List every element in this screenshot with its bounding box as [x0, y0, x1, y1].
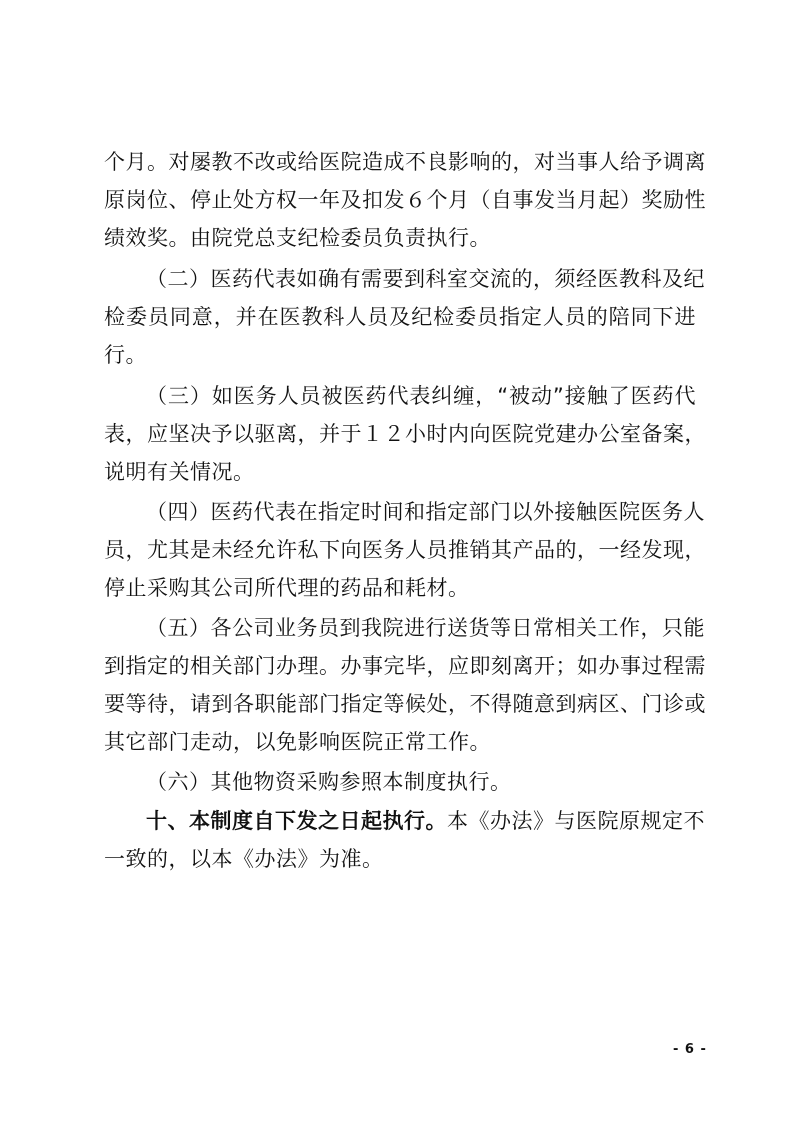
paragraph-line: （四）医药代表在指定时间和指定部门以外接触医院医务人	[146, 500, 705, 524]
paragraph-line: 检委员同意，并在医教科人员及纪检委员指定人员的陪同下进	[104, 305, 696, 329]
paragraph-line: （六）其他物资采购参照本制度执行。	[146, 770, 512, 794]
paragraph-line: 个月。对屡教不改或给医院造成不良影响的，对当事人给予调离	[104, 150, 706, 174]
clause-ten-heading: 十、本制度自下发之日起执行。	[146, 809, 447, 833]
paragraph-line: 表，应坚决予以驱离，并于１２小时内向医院党建办公室备案，	[104, 422, 706, 446]
paragraph-line: 一致的，以本《办法》为准。	[104, 847, 384, 871]
paragraph-line: 到指定的相关部门办理。办事完毕，应即刻离开；如办事过程需	[104, 654, 706, 678]
clause-ten-line	[146, 807, 705, 835]
paragraph-line: （三）如医务人员被医药代表纠缠，“被动”接触了医药代	[146, 384, 696, 408]
paragraph-line: 要等待，请到各职能部门指定等候处，不得随意到病区、门诊或	[104, 692, 706, 716]
paragraph-line: （二）医药代表如确有需要到科室交流的，须经医教科及纪	[146, 267, 705, 291]
paragraph-line: 员，尤其是未经允许私下向医务人员推销其产品的，一经发现，	[104, 538, 706, 562]
paragraph-line: 其它部门走动，以免影响医院正常工作。	[104, 730, 491, 754]
paragraph-line: 停止采购其公司所代理的药品和耗材。	[104, 576, 470, 600]
paragraph-line: （五）各公司业务员到我院进行送货等日常相关工作，只能	[146, 616, 705, 640]
paragraph-line: 原岗位、停止处方权一年及扣发６个月（自事发当月起）奖励性	[104, 188, 706, 212]
clause-ten-text: 本《办法》与医院原规定不	[447, 809, 705, 833]
paragraph-line: 绩效奖。由院党总支纪检委员负责执行。	[104, 226, 491, 250]
page-number: - 6 -	[673, 1042, 707, 1057]
paragraph-line: 说明有关情况。	[104, 460, 255, 484]
paragraph-line: 行。	[104, 343, 147, 367]
